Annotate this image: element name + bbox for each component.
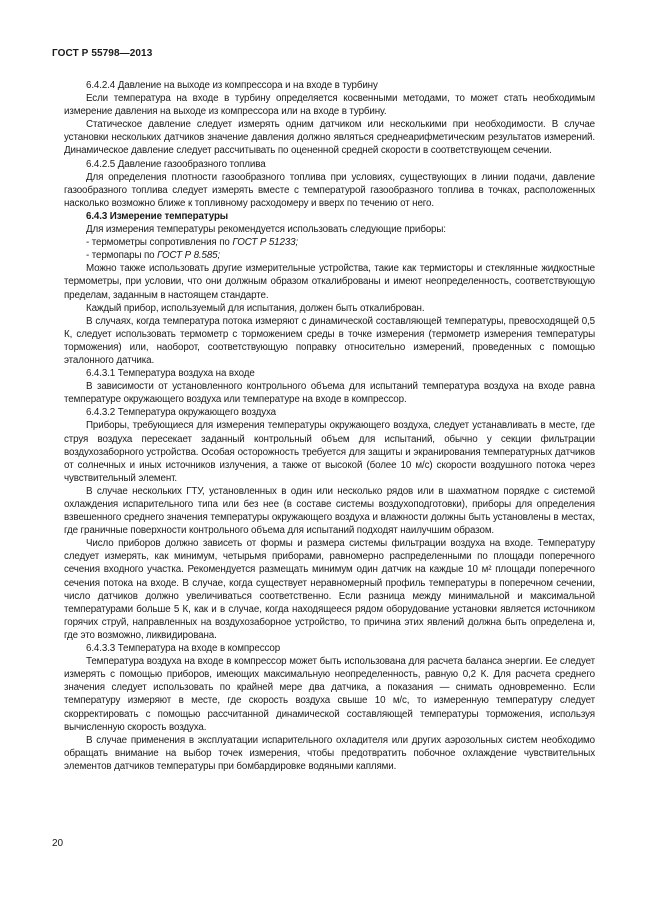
body-paragraph: Можно также использовать другие измерительные устройства, такие как термисторы и стеклянные жидкостные термометры, при условии, что они должным образом откалиброваны и имеют неопределенность, соответствующую пределам, заданным в настоящем стандарте. [64,263,595,301]
body-paragraph: Каждый прибор, используемый для испытания, должен быть откалиброван. [86,302,425,314]
section-heading: 6.4.3 Измерение температуры [86,210,229,222]
standard-reference: ГОСТ Р 8.585; [157,250,221,262]
subsection-title: 6.4.3.3 Температура на входе в компрессор [86,643,281,655]
subsection-title: 6.4.2.5 Давление газообразного топлива [86,158,266,170]
document-header: ГОСТ Р 55798—2013 [52,48,153,59]
body-paragraph: В случае нескольких ГТУ, установленных в один или несколько рядов или в шахматном порядке с системой охлаждения испарительного типа или без нее (в составе системы воздухоподготовки), приборы для определения взвешенного среднего значения температуры окружающего воздуха и влажности должны быть установлены в местах, где граничные поверхности контрольного объема для испытаний подходят наилучшим образом. [64,485,595,537]
subsection-title: 6.4.3.2 Температура окружающего воздуха [86,407,276,419]
standard-reference: ГОСТ Р 51233; [232,237,299,249]
body-paragraph: В зависимости от установленного контрольного объема для испытаний температура воздуха на входе равна температуре окружающего воздуха или температуре на входе в компрессор. [64,381,595,406]
body-paragraph: Статическое давление следует измерять одним датчиком или несколькими при необходимости. В случае установки нескольких датчиков значение давления должно являться среднеарифметическим результатов измерений. Динамическое давление следует рассчитывать по оцененной средней скорости в соответствующем сечении. [64,119,595,157]
list-item-text: - термометры сопротивления по [86,237,233,249]
list-item-text: - термопары по [86,250,158,262]
body-paragraph: В случаях, когда температура потока измеряют с динамической составляющей температуры, превосходящей 0,5 К, следует использовать термометр с торможением среды в точке измерения (термометр измерения температуры торможения) или, наоборот, соответствующую поправку относительно измерений, проведенных с помощью эталонного датчика. [64,315,595,366]
body-paragraph: Температура воздуха на входе в компрессор может быть использована для расчета баланса энергии. Ее следует измерять с помощью приборов, имеющих максимальную неопределенность, равную 0,2 К. Для расчета среднего значения следует использовать по крайней мере два датчика, а показания — снимать одновременно. Если температуру измеряют в месте, где скорость воздуха свыше 10 м/с, то измеренную температуру следует скорректировать с помощью рассчитанной динамической составляющей температуры торможения, используя вычисленную скорость воздуха. [64,656,595,733]
body-paragraph: Если температура на входе в турбину определяется косвенными методами, то может стать необходимым измерение давления на выходе из компрессора или на входе в турбину. [64,93,595,118]
body-paragraph: Для измерения температуры рекомендуется использовать следующие приборы: [86,224,446,236]
body-paragraph: Приборы, требующиеся для измерения температуры окружающего воздуха, следует устанавливать в месте, где струя воздуха пересекает заданный контрольный объем для испытаний, обычно у секции фильтрации воздухозаборного устройства. Особая осторожность требуется для защиты и экранирования температурных датчиков от солнечных и иных источников излучения, а также от высокой (более 10 м/с) скорости воздушного потока через чувствительный элемент. [64,420,595,484]
document-body [64,79,595,773]
body-paragraph: Число приборов должно зависеть от формы и размера системы фильтрации воздуха на входе. Температуру следует измерять, как минимум, четырьмя приборами, равномерно распределенными по площади поперечного сечения входного участка. Рекомендуется размещать минимум один датчик на каждые 10 м² площади поперечного сечения потока на входе. В случае, когда существует неравномерный профиль температуры в поперечном сечении, число датчиков должно увеличиваться соответственно. Если разница между минимальной и максимальной температурами больше 5 К, как и в случае, когда находящееся рядом оборудование установки является источником горячих струй, направленных на воздухозаборное устройство, то причина этих явлений должна быть определена и, где это возможно, ликвидирована. [64,538,595,641]
body-paragraph: Для определения плотности газообразного топлива при условиях, существующих в линии подачи, давление газообразного топлива следует измерять вместе с температурой газообразного топлива в точках, расположенных насколько возможно ближе к топливному расходомеру и вверх по течению от него. [64,171,595,209]
body-paragraph: В случае применения в эксплуатации испарительного охладителя или других аэрозольных систем необходимо обращать внимание на выбор точек измерения, чтобы предотвратить побочное охлаждение чувствительных элементов датчиков температуры при бомбардировке водяными каплями. [64,734,595,772]
subsection-title: 6.4.2.4 Давление на выходе из компрессора и на входе в турбину [86,80,378,91]
list-item [64,249,595,262]
page-number: 20 [52,838,64,849]
list-item [64,236,595,249]
subsection-title: 6.4.3.1 Температура воздуха на входе [86,368,255,380]
